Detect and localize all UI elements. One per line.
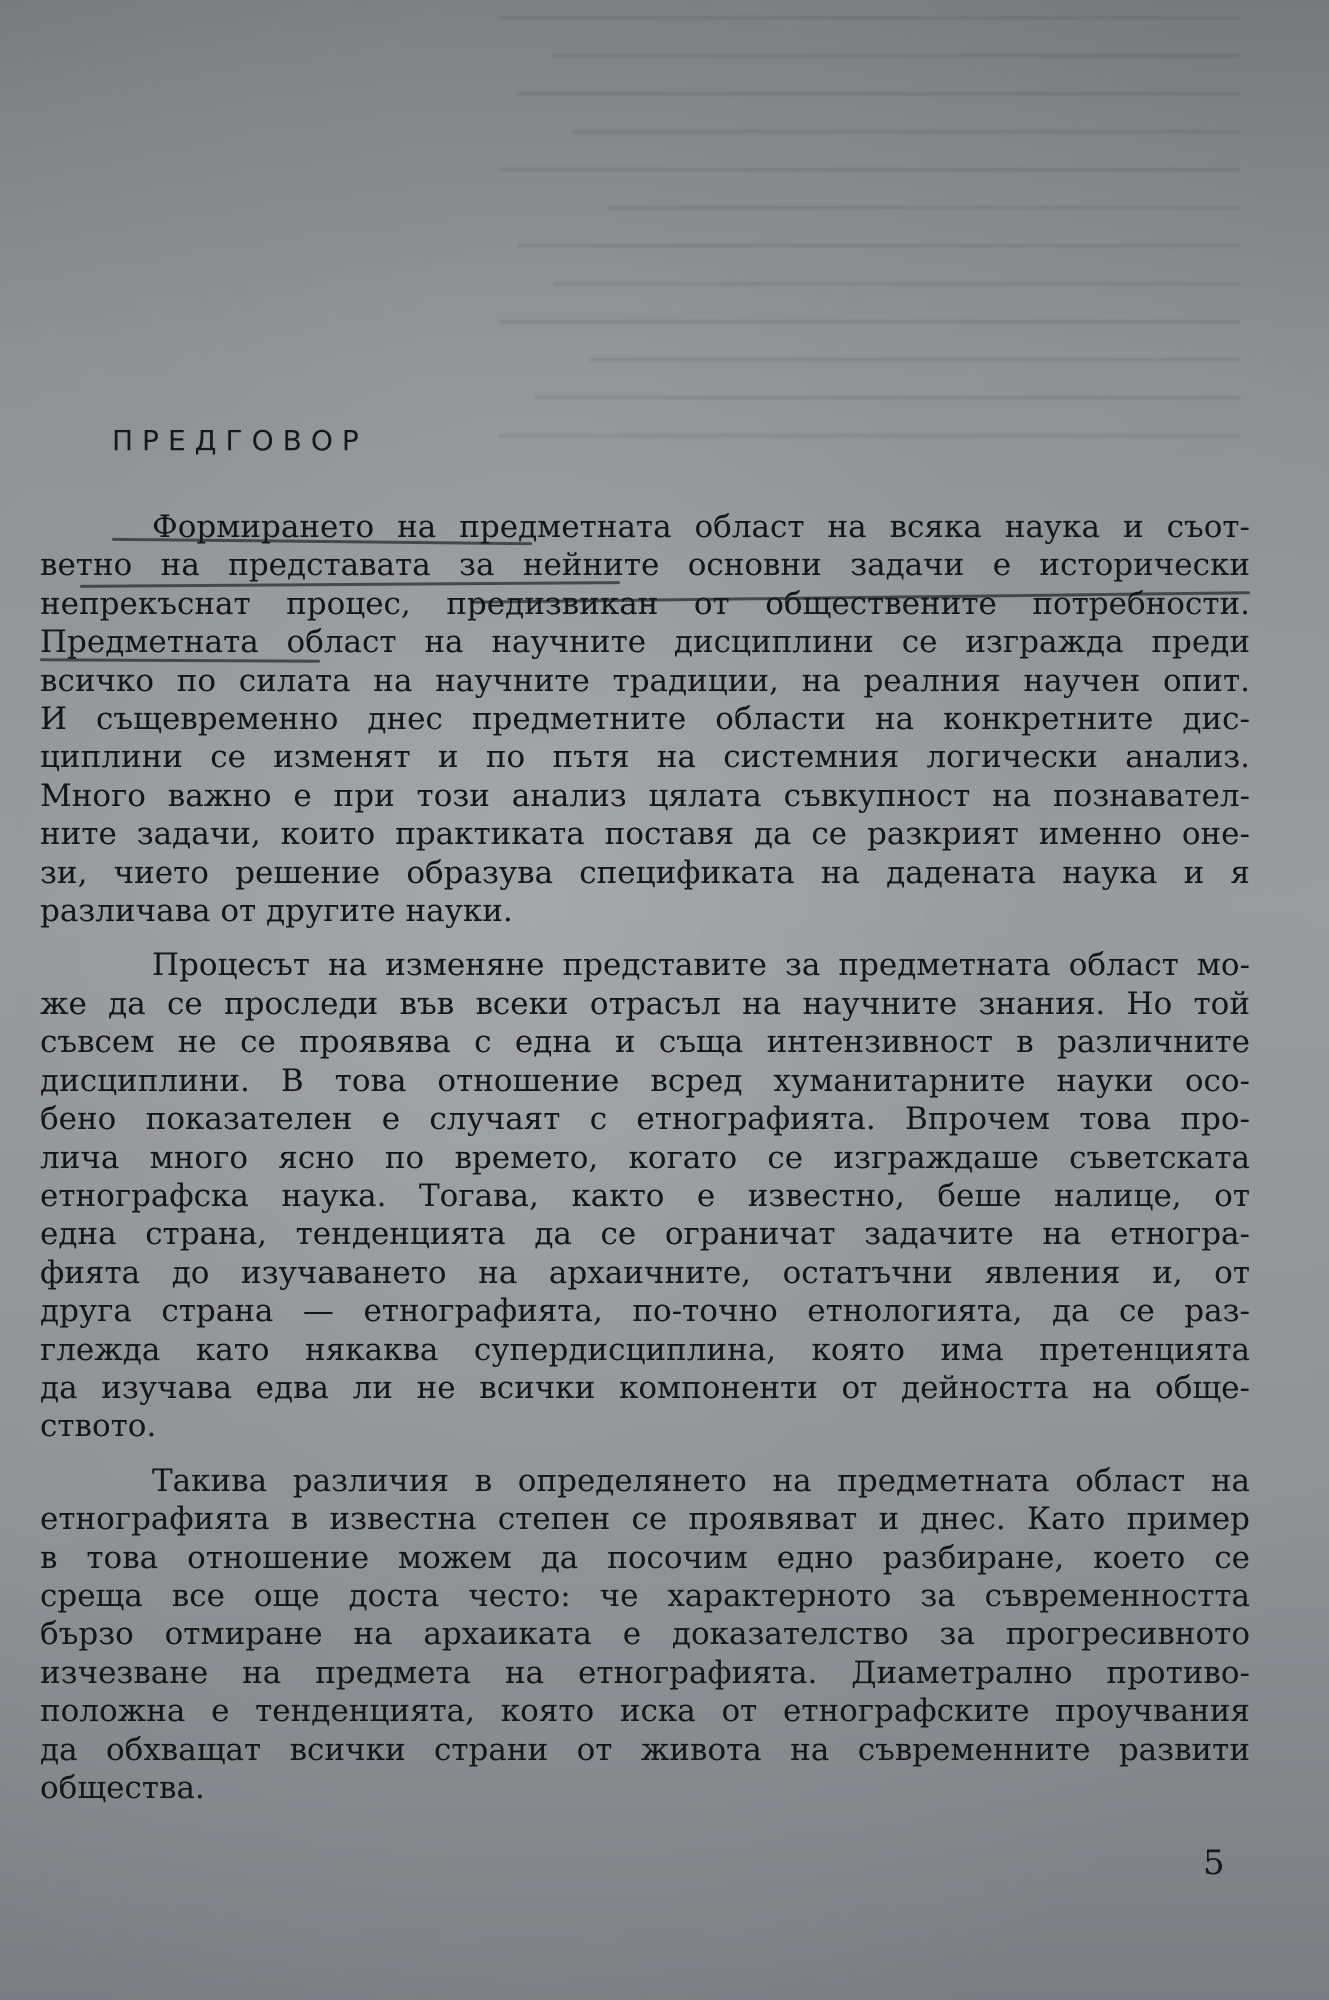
text-line: съвсем не се проявява с една и съща интензивност в различните bbox=[40, 1024, 1250, 1061]
text-line: всичко по силата на научните традиции, на реалния научен опит. bbox=[40, 662, 1250, 699]
text-line: Формирането на предметната област на всяка наука и съот- bbox=[152, 509, 1250, 545]
text-line: ството. bbox=[40, 1408, 157, 1445]
text-line: бено показателен е случаят с етнографията. Впрочем това про- bbox=[40, 1101, 1250, 1138]
text-line: зи, чието решение образува спецификата на дадената наука и я bbox=[40, 854, 1250, 891]
paragraph-1 bbox=[40, 508, 1250, 930]
text-line: в това отношение можем да посочим едно разбиране, което се bbox=[40, 1539, 1250, 1576]
text-line: же да се проследи във всеки отрасъл на научните знания. Но той bbox=[40, 985, 1250, 1022]
text-line: различава от другите науки. bbox=[40, 893, 513, 930]
page-number: 5 bbox=[1203, 1843, 1225, 1883]
text-line: Много важно е при този анализ цялата съвкупност на познавател- bbox=[40, 777, 1250, 814]
text-line: И същевременно днес предметните области на конкретните дис- bbox=[40, 701, 1250, 738]
text-line: друга страна — етнографията, по-точно етнологията, да се раз- bbox=[40, 1293, 1250, 1330]
paragraph-gap bbox=[40, 1446, 1250, 1462]
bleed-through-text: ───────────────────────────────────────── ────────────────────────────────────── ──────────────────────────────────────── ───────────────────────────────────── ───────────────────────────────────────── ─────────────────────────────────── ──────────────────────────────────────── ────────────────────────────────────── ───────────────────────────────────────── ──────────────────────────────────── ─────────────────────────────────────── ───────────────────────────────────────── bbox=[499, 1, 1240, 454]
text-line: лича много ясно по времето, когато се изграждаше съветската bbox=[40, 1139, 1250, 1176]
text-line: общества. bbox=[40, 1770, 205, 1806]
text-line: да обхващат всички страни от живота на съвременните развити bbox=[40, 1731, 1250, 1768]
body-text bbox=[40, 508, 1250, 1807]
text-line: етнографията в известна степен се проявяват и днес. Като пример bbox=[40, 1501, 1250, 1538]
text-line: ветно на представата за нейните основни задачи е исторически bbox=[40, 547, 1250, 584]
text-line: циплини се изменят и по пътя на системния логически анализ. bbox=[40, 739, 1250, 776]
text-line: фията до изучаването на архаичните, остатъчни явления и, от bbox=[40, 1254, 1250, 1291]
text-line: ните задачи, които практиката поставя да се разкрият именно оне- bbox=[40, 816, 1250, 853]
text-line: бързо отмиране на архаиката е доказателство за прогресивното bbox=[40, 1616, 1250, 1653]
paragraph-3 bbox=[40, 1462, 1250, 1808]
text-line: среща все още доста често: че характерното за съвременността bbox=[40, 1577, 1250, 1614]
page-heading: ПРЕДГОВОР bbox=[112, 424, 368, 457]
text-line: Процесът на изменяне представите за предметната област мо- bbox=[152, 947, 1250, 984]
text-line: дисциплини. В това отношение всред хуманитарните науки осо- bbox=[40, 1062, 1250, 1099]
text-line: изчезване на предмета на етнографията. Диаметрално противо- bbox=[40, 1654, 1250, 1691]
paragraph-gap bbox=[40, 930, 1250, 946]
text-line: етнографска наука. Тогава, както е известно, беше налице, от bbox=[40, 1177, 1250, 1214]
text-line: Такива различия в определянето на предметната област на bbox=[152, 1462, 1250, 1499]
text-line: да изучава едва ли не всички компоненти от дейността на обще- bbox=[40, 1369, 1250, 1406]
text-line: Предметната област на научните дисциплини се изгражда преди bbox=[40, 624, 1250, 661]
text-line: глежда като някаква супердисциплина, която има претенцията bbox=[40, 1331, 1250, 1368]
paragraph-2 bbox=[40, 946, 1250, 1445]
text-line: непрекъснат процес, предизвикан от обществените потребности. bbox=[40, 585, 1250, 622]
text-line: положна е тенденцията, която иска от етнографските проучвания bbox=[40, 1693, 1250, 1730]
text-line: една страна, тенденцията да се ограничат задачите на етногра- bbox=[40, 1216, 1250, 1253]
